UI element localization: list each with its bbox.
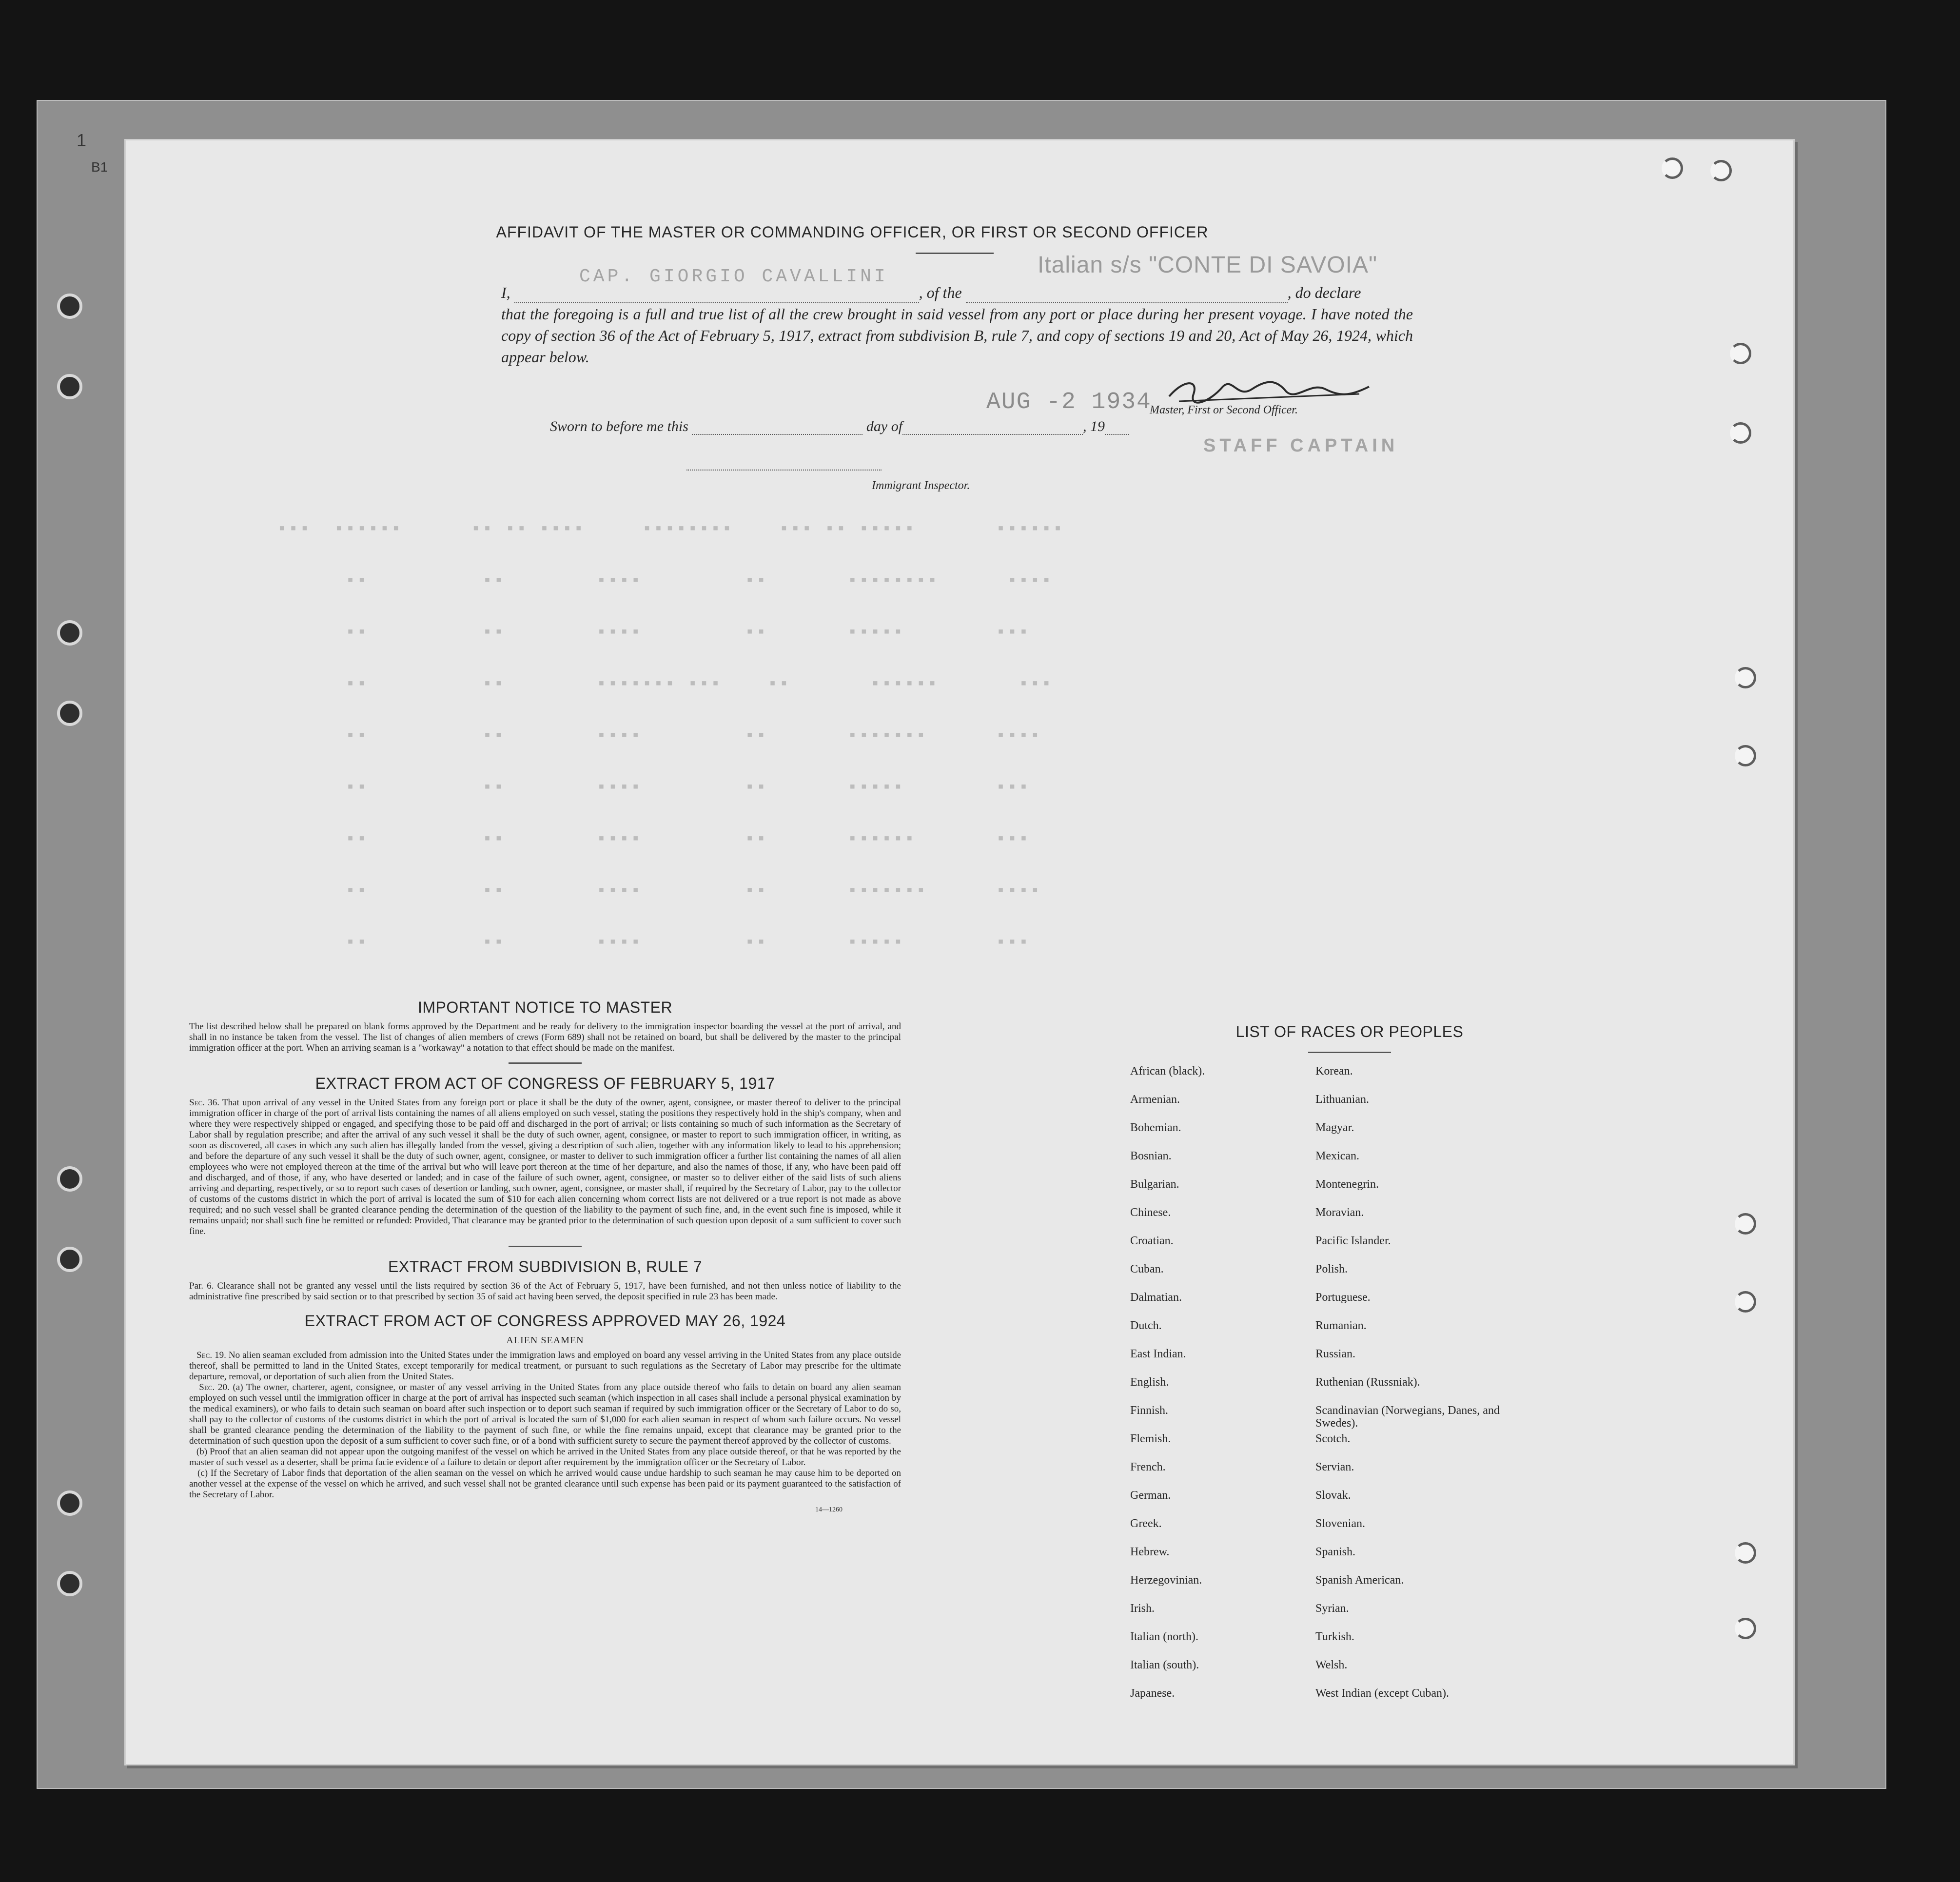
race-item: African (black). [1130, 1065, 1205, 1078]
sworn-year-blank [1105, 419, 1129, 435]
race-item: Russian. [1315, 1348, 1356, 1360]
notice-text: The list described below shall be prepared on blank forms approved by the Department and be ready for delivery to the immigration inspector boarding the vessel at the port of arrival, and shall in no instance be taken from the vessel. The list of changes of alien members of crews (Form 689) shall not be retained on board, but shall be delivered by the master to the principal immigration officer at the port. When an arriving seaman is a "workaway" a notation to that effect should be made on the manifest. [189, 1021, 901, 1053]
race-item: Dutch. [1130, 1319, 1162, 1332]
sec20-b-text: (b) Proof that an alien seaman did not appear upon the outgoing manifest of the vessel on which he arrived in the United States from any place outside thereof, or that he was reported by the master of such vessel as a deserter, shall be prima facie evidence of a failure to detain or deport after requirement by the immigration officer or the Secretary of Labor. [189, 1447, 901, 1468]
race-item: Spanish. [1315, 1546, 1356, 1558]
race-item: Herzegovinian. [1130, 1574, 1202, 1587]
race-item: Dalmatian. [1130, 1291, 1182, 1304]
sworn-line [550, 418, 1129, 435]
race-item: West Indian (except Cuban). [1315, 1687, 1449, 1700]
race-item: Bulgarian. [1130, 1178, 1179, 1191]
inspector-label: Immigrant Inspector. [872, 479, 970, 492]
vessel-name-stamp: Italian s/s "CONTE DI SAVOIA" [1038, 252, 1378, 278]
line-of-the: , of the [919, 284, 962, 301]
extract3-b [189, 1447, 901, 1468]
date-stamp: AUG -2 1934 [986, 389, 1152, 415]
race-item: Korean. [1315, 1065, 1353, 1078]
race-item: Greek. [1130, 1517, 1162, 1530]
form-number: 14—1260 [815, 1506, 843, 1513]
extract2-title: EXTRACT FROM SUBDIVISION B, RULE 7 [388, 1258, 703, 1275]
sworn-day-blank [692, 419, 862, 435]
extract3-c [189, 1468, 901, 1500]
staff-captain-stamp: STAFF CAPTAIN [1203, 435, 1399, 456]
race-item [1130, 1715, 1315, 1744]
race-item: Hebrew. [1130, 1546, 1170, 1558]
race-item [1315, 1715, 1501, 1744]
binder-hole [57, 294, 82, 319]
bleed-through-text: ▪▪▪ ▪▪▪▪▪▪ ▪▪ ▪▪ ▪▪▪▪ ▪▪▪▪▪▪▪▪ ▪▪▪ ▪▪ ▪▪▪▪▪ ▪▪▪▪▪▪ ▪▪ ▪▪ ▪▪▪▪ ▪▪ ▪▪▪▪▪▪▪▪ ▪▪▪▪ ▪▪ ▪▪ ▪▪▪▪ ▪▪ ▪▪▪▪▪ ▪▪▪ ▪▪ ▪▪ ▪▪▪▪▪▪▪ ▪▪▪ ▪▪ ▪▪▪▪▪▪ ▪▪▪ ▪▪ ▪▪ ▪▪▪▪ ▪▪ ▪▪▪▪▪▪▪ ▪▪▪▪ ▪▪ ▪▪ ▪▪▪▪ ▪▪ ▪▪▪▪▪ ▪▪▪ ▪▪ ▪▪ ▪▪▪▪ ▪▪ ▪▪▪▪▪▪ ▪▪▪ ▪▪ ▪▪ ▪▪▪▪ ▪▪ ▪▪▪▪▪▪▪ ▪▪▪▪ ▪▪ ▪▪ ▪▪▪▪ ▪▪ ▪▪▪▪▪ ▪▪▪ [277, 520, 1064, 952]
declaration-first-line [501, 282, 1413, 303]
punch-hole [1735, 1618, 1756, 1639]
race-item: Portuguese. [1315, 1291, 1371, 1304]
sworn-day: day of [866, 418, 903, 434]
title-divider [916, 253, 994, 254]
extract3-title: EXTRACT FROM ACT OF CONGRESS APPROVED MAY 26, 1924 [304, 1312, 786, 1330]
notice-title: IMPORTANT NOTICE TO MASTER [417, 999, 673, 1016]
race-item: Pacific Islander. [1315, 1235, 1391, 1247]
race-item: Spanish American. [1315, 1574, 1404, 1587]
sworn-prefix: Sworn to before me this [550, 418, 688, 434]
extract1-text: That upon arrival of any vessel in the United States from any foreign port or place it shall be the duty of the owner, agent, consignee, or master thereof to deliver to the principal immigration officer in charge of the port of arrival lists containing the names of all aliens employed on such vessel, stating the positions they respectively hold in the ship's company, when and where they were respectively shipped or engaged, and specifying those to be paid off and discharged in the port of arrival; or lists containing so much of such information as the Secretary of Labor shall by regulation prescribe; and after the arrival of any such vessel it shall be the duty of such owner, agent, consignee, or master to report to such immigration officer, in writing, as soon as discovered, all cases in which any such alien has illegally landed from the vessel, giving a description of such alien, together with any information likely to lead to his apprehension; and before the departure of any such vessel it shall be the duty of such owner, agent, consignee, or master to deliver to such immigration officer a further list containing the names of all alien employees who were not employed thereon at the time of the arrival but who will leave port thereon at the time of her departure, and also the names of those, if any, who have been paid off and discharged, and of those, if any, who have deserted or landed; and in case of the failure of such owner, agent, consignee, or master so to deliver either of the said lists of such aliens arriving and departing, respectively, or so to report such cases of desertion or landing, such owner, agent, consignee, or master shall, if required by the Secretary of Labor, pay to the collector of customs of the customs district in which the port of arrival is located the sum of $10 for each alien concerning whom correct lists are not delivered or a true report is not made as above required; and no such vessel shall be granted clearance pending the determination of the question of the liability to the payment of such fine, and, in the event such fine is imposed, while it remains unpaid; nor shall such fine be remitted or refunded: Provided, That clearance may be granted prior to the determination of such question upon deposit of a sum sufficient to cover such fine. [189, 1098, 901, 1236]
race-item: Cuban. [1130, 1263, 1164, 1275]
manifest-page [124, 139, 1795, 1765]
punch-hole [1730, 343, 1751, 364]
race-item: Irish. [1130, 1602, 1155, 1615]
punch-hole [1710, 160, 1732, 181]
extract1-body [189, 1098, 901, 1237]
punch-hole [1735, 1213, 1756, 1235]
extract1-title: EXTRACT FROM ACT OF CONGRESS OF FEBRUARY 5, 1917 [315, 1075, 775, 1092]
divider [509, 1246, 582, 1247]
binder-hole [57, 1571, 82, 1596]
punch-hole [1662, 157, 1683, 179]
extract2-text: Par. 6. Clearance shall not be granted any vessel until the lists required by section 36 of the Act of February 5, 1917, have been furnished, and not then unless notice of liability to the administrative fine prescribed by said section or to that prescribed by section 35 of said act having been served, the deposit specified in rule 23 has been made. [189, 1281, 901, 1302]
race-item: Armenian. [1130, 1093, 1180, 1106]
races-divider [1308, 1052, 1391, 1053]
race-item: East Indian. [1130, 1348, 1186, 1360]
race-item: Magyar. [1315, 1121, 1354, 1134]
sec20-c-text: (c) If the Secretary of Labor finds that deportation of the alien seaman on the vessel on which he arrived would cause undue hardship to such seaman he may cause him to be deported on another vessel at the expense of the vessel on which he arrived, and such vessel shall not be granted clearance until such expense has been paid or its payment guaranteed to the satisfaction of the Secretary of Labor. [189, 1468, 901, 1500]
race-item: Italian (north). [1130, 1630, 1198, 1643]
race-item: Scotch. [1315, 1432, 1351, 1445]
race-item: Ruthenian (Russniak). [1315, 1376, 1420, 1389]
race-item: Bosnian. [1130, 1150, 1172, 1162]
race-item: Moravian. [1315, 1206, 1364, 1219]
punch-hole [1735, 1291, 1756, 1313]
race-item: Flemish. [1130, 1432, 1171, 1445]
declaration-text: that the foregoing is a full and true list of all the crew brought in said vessel from any port or place during her present voyage. I have noted the copy of section 36 of the Act of February 5, 1917, extract from subdivision B, rule 7, and copy of sections 19 and 20, Act of May 26, 1924, which appear below. [501, 305, 1413, 366]
notice-column [189, 999, 901, 1514]
declaration-block [501, 282, 1413, 368]
punch-hole [1735, 745, 1756, 766]
punch-hole [1735, 667, 1756, 688]
name-blank [514, 288, 919, 303]
race-item: Bohemian. [1130, 1121, 1181, 1134]
race-item: Slovenian. [1315, 1517, 1365, 1530]
sworn-month-blank [902, 419, 1083, 435]
race-item: Scandinavian (Norwegians, Danes, and Swedes). [1315, 1404, 1500, 1430]
signature-caption: Master, First or Second Officer. [1150, 404, 1298, 416]
race-item: Turkish. [1315, 1630, 1354, 1643]
margin-mark-b1: B1 [91, 159, 108, 175]
punch-hole [1730, 422, 1751, 444]
vessel-blank [966, 288, 1288, 303]
extract3-sec19 [189, 1350, 901, 1382]
race-item: Slovak. [1315, 1489, 1351, 1502]
binder-hole [57, 1247, 82, 1272]
sworn-year: , 19 [1083, 418, 1105, 434]
races-list [1130, 1065, 1569, 1744]
race-item: Servian. [1315, 1461, 1354, 1473]
race-item: German. [1130, 1489, 1171, 1502]
sec19-text: No alien seaman excluded from admission into the United States under the immigration laws and employed on board any vessel arriving in the United States from any place outside thereof, shall be permitted to land in the United States, except temporarily for medical treatment, or pursuant to such regulations as the Secretary of Labor may prescribe for the ultimate departure, removal, or deportation of such alien from the United States. [189, 1350, 901, 1382]
race-item: French. [1130, 1461, 1166, 1473]
margin-mark-1: 1 [77, 130, 87, 150]
race-item: Polish. [1315, 1263, 1348, 1275]
race-item: Montenegrin. [1315, 1178, 1379, 1191]
line-i: I, [501, 284, 510, 301]
binder-hole [57, 374, 82, 399]
race-item: Japanese. [1130, 1687, 1175, 1700]
race-item: Finnish. [1130, 1404, 1169, 1417]
race-item: Rumanian. [1315, 1319, 1367, 1332]
affidavit-title: AFFIDAVIT OF THE MASTER OR COMMANDING OFFICER, OR FIRST OR SECOND OFFICER [496, 223, 1209, 241]
races-title: LIST OF RACES OR PEOPLES [1235, 1023, 1464, 1040]
race-item: Croatian. [1130, 1235, 1174, 1247]
binder-hole [57, 1490, 82, 1516]
race-item: Chinese. [1130, 1206, 1171, 1219]
races-column [1130, 1023, 1569, 1744]
sec19-label: Sec. 19. [196, 1350, 226, 1360]
race-item: Mexican. [1315, 1150, 1359, 1162]
race-item: Lithuanian. [1315, 1093, 1369, 1106]
sec20-label: Sec. 20. [199, 1382, 230, 1392]
captain-name-stamp: CAP. GIORGIO CAVALLINI [579, 266, 888, 287]
race-item: Welsh. [1315, 1659, 1348, 1671]
binder-hole [57, 701, 82, 726]
extract1-sec: Sec. 36. [189, 1098, 219, 1108]
extract3-sec20 [189, 1382, 901, 1447]
race-item: English. [1130, 1376, 1169, 1389]
race-item: Italian (south). [1130, 1659, 1199, 1671]
divider [509, 1062, 582, 1064]
binder-hole [57, 1166, 82, 1192]
sec20-text: (a) The owner, charterer, agent, consignee, or master of any vessel arriving in the United States from any place outside thereof who fails to detain on board any alien seaman employed on such vessel until the immigration officer in charge at the port of arrival has inspected such seaman (which inspection in all cases shall include a personal physical examination by the medical examiners), or who fails to detain such seaman on board after such inspection or to deport such seaman if required by such immigration officer or the Secretary of Labor to do so, shall pay to the collector of customs of the customs district in which the port of arrival is located the sum of $1,000 for each alien seaman in respect of whom such failure occurs. No vessel shall be granted clearance pending the determination of the liability to the payment of such fine, or while the fine remains unpaid, except that clearance may be granted prior to the determination of such question upon the deposit of a sum sufficient to cover such fine, or of a bond with sufficient surety to secure the payment thereof approved by the collector of customs. [189, 1382, 902, 1446]
race-item: Syrian. [1315, 1602, 1349, 1615]
extract3-subtitle: ALIEN SEAMEN [506, 1335, 584, 1346]
line-do-declare: , do declare [1287, 284, 1361, 301]
punch-hole [1735, 1542, 1756, 1564]
binder-hole [57, 620, 82, 646]
